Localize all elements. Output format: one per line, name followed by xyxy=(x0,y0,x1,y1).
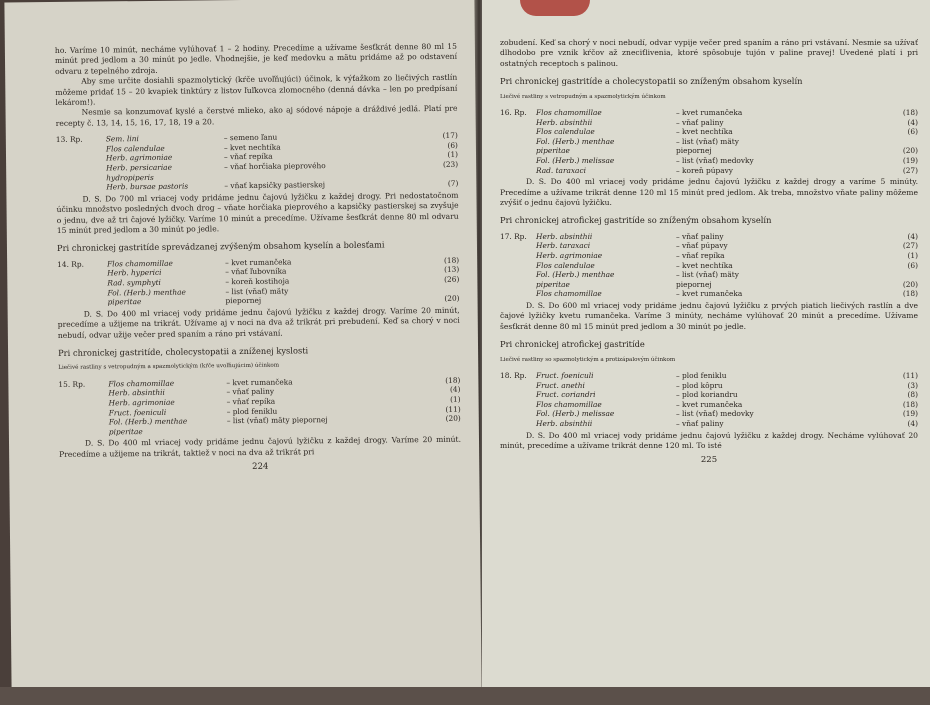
slovak-name: – plod kôpru xyxy=(676,380,723,390)
recipe-16 xyxy=(500,108,918,175)
latin-name: Herb. bursae pastoris xyxy=(106,181,189,192)
rx-number xyxy=(500,289,536,299)
slovak-name: – vňať paliny xyxy=(676,418,724,428)
rx-number xyxy=(59,427,109,437)
slovak-name: – plod koriandru xyxy=(676,390,738,400)
slovak-name: – kvet nechtíka xyxy=(676,127,733,137)
ingredient-row xyxy=(500,400,918,410)
recipe-13-text: D. S. Do 700 ml vriacej vody pridáme jednu čajovú lyžičku z každej drogy. Pri nedostatočnom účinku množstvo posledných dvoch drog – vňate horčiaka pieprového a kapsičky pastierskej sa zvyšuje o jednu, dve až tri čajové lyžičky. Varíme 10 minút a precedíme. Užívame šesťkrát denne 80 ml odvaru 15 minút pred jedlom a 30 minút po jedle. xyxy=(56,190,459,235)
reference-number: (20) xyxy=(902,279,918,289)
latin-name: Herb. hyperici xyxy=(107,268,162,278)
recipe-17 xyxy=(500,232,918,299)
rx-number xyxy=(57,269,107,279)
left-page xyxy=(4,0,481,692)
rx-number xyxy=(500,280,536,290)
slovak-name: – kvet rumančeka xyxy=(676,289,743,299)
latin-name: Herb. persicariae xyxy=(106,162,172,173)
rx-number xyxy=(56,173,106,183)
reference-number xyxy=(432,169,458,179)
slovak-name: – kvet rumančeka xyxy=(676,108,743,118)
slovak-name: – vňať paliny xyxy=(226,387,275,397)
slovak-name: – vňať horčiaka pieprového xyxy=(224,161,326,172)
latin-name: Fruct. coriandri xyxy=(536,390,596,400)
ingredient-row xyxy=(500,390,918,400)
reference-number: (26) xyxy=(444,274,460,284)
latin-name: Flos calendulae xyxy=(536,127,595,137)
rx-number xyxy=(59,408,109,418)
slovak-name: – list (vňať) mäty xyxy=(676,270,739,280)
section-heading: Pri chronickej gastritíde sprevádzanej zvýšeným obsahom kyselín a bolesťami xyxy=(56,239,385,254)
rx-number xyxy=(56,154,106,164)
latin-name: Herb. agrimoniae xyxy=(105,153,173,163)
slovak-name: – vňať repíka xyxy=(226,396,276,407)
slovak-name: piepornej xyxy=(225,296,262,306)
reference-number: (18) xyxy=(902,108,918,118)
desk-surface xyxy=(0,687,930,705)
latin-name: Sem. lini xyxy=(105,134,139,144)
latin-name: Fruct. foeniculi xyxy=(108,407,167,418)
reference-number: (19) xyxy=(902,156,918,165)
page-number: 224 xyxy=(252,461,269,473)
section-heading: Pri chronickej gastritíde, cholecystopatii a zníženej kyslosti xyxy=(58,345,309,358)
reference-number: (3) xyxy=(907,380,918,390)
reference-number: (1) xyxy=(447,150,459,160)
rx-number xyxy=(59,418,109,428)
reference-number: (4) xyxy=(907,418,918,428)
latin-name: Fol. (Herb.) melissae xyxy=(536,156,615,165)
slovak-name: – vňať repíka xyxy=(676,251,725,260)
latin-name: Herb. absinthii xyxy=(108,388,165,398)
latin-name: Herb. absinthii xyxy=(536,117,593,127)
intro-paragraph: ho. Varíme 10 minút, necháme vylúhovať 1 – 2 hodiny. Precedíme a užívame šesťkrát denne 80 ml 15 minút pred jedlom a 30 minút po jedle. Vhodnejšie, je keď medovku a mätu pridáme až po odstavení odvaru z tepelného zdroja. xyxy=(54,41,458,76)
slovak-name: – list (vňať) medovky xyxy=(676,409,754,419)
slovak-name: – vňať púpavy xyxy=(676,241,728,251)
section-subheading: Liečivé rastliny s vetropudným a spazmolytickým účinkom xyxy=(500,93,666,100)
rx-number xyxy=(57,278,107,288)
reference-number: (11) xyxy=(445,404,461,414)
rx-number xyxy=(56,163,106,173)
ingredient-row xyxy=(500,156,918,166)
rx-number xyxy=(500,166,536,176)
section-heading: Pri chronickej gastritíde a cholecystopatii so zníženým obsahom kyselín xyxy=(500,76,803,87)
ingredient-row xyxy=(500,118,918,128)
finger-shadow xyxy=(520,0,590,16)
rx-number xyxy=(500,381,536,391)
reference-number: (8) xyxy=(907,390,918,400)
ingredient-row xyxy=(500,280,918,290)
rx-number: 13. Rp. xyxy=(55,134,83,145)
ingredient-row xyxy=(500,289,918,299)
slovak-name: – list (vňať) mäty piepornej xyxy=(226,415,328,426)
recipe-15-text: D. S. Do 400 ml vriacej vody pridáme jednu čajovú lyžičku z každej drogy. Varíme 20 minút. Precedíme a užijeme na trikrát, taktiež v noci na dva až trikrát pri xyxy=(59,435,462,459)
ingredient-row xyxy=(500,108,918,118)
slovak-name xyxy=(227,424,435,436)
ingredient-row xyxy=(500,241,918,251)
ingredient-row xyxy=(500,166,918,176)
slovak-name: – vňať ľubovníka xyxy=(225,266,287,277)
reference-number: (27) xyxy=(902,241,918,251)
reference-number: (6) xyxy=(907,260,918,270)
reference-number: (13) xyxy=(444,265,460,275)
section-heading: Pri chronickej atrofickej gastritíde xyxy=(500,339,645,350)
slovak-name: – vňať kapsičky pastierskej xyxy=(224,180,326,191)
rx-number xyxy=(56,144,106,154)
reference-number: (4) xyxy=(907,231,918,241)
latin-name: Herb. absinthii xyxy=(536,231,593,241)
rx-number xyxy=(500,419,536,429)
section-subheading: Liečivé rastliny s vetropudným a spazmolytickým (kŕče uvoľňujúcim) účinkom xyxy=(58,363,280,372)
rx-number xyxy=(500,390,536,400)
intro-paragraph: Aby sme určite dosiahli spazmolytický (kŕče uvoľňujúci) účinok, k výťažkom zo liečivých rastlín môžeme pridať 15 – 20 kvapiek tinktúry z listov ľuľkovca zlomocného (denná dávka – len po predpísaní lekárom!). xyxy=(55,72,458,107)
reference-number xyxy=(435,424,461,434)
ingredient-row xyxy=(500,137,918,147)
slovak-name: – vňať paliny xyxy=(676,117,724,127)
rx-number xyxy=(57,288,107,298)
slovak-name: – kvet rumančeka xyxy=(676,399,743,409)
rx-number xyxy=(500,261,536,271)
ingredient-row xyxy=(500,409,918,419)
latin-name: Herb. agrimoniae xyxy=(108,397,175,408)
rx-number: 16. Rp. xyxy=(500,108,527,118)
slovak-name: – list (vňať) medovky xyxy=(676,156,754,165)
slovak-name: piepornej xyxy=(676,146,712,156)
reference-number: (1) xyxy=(907,251,918,260)
reference-number: (7) xyxy=(447,178,459,189)
rx-number xyxy=(500,127,536,137)
rx-number: 14. Rp. xyxy=(57,259,84,269)
reference-number: (20) xyxy=(902,146,918,156)
latin-name: piperitae xyxy=(536,146,570,156)
rx-number xyxy=(500,241,536,251)
slovak-name: – vňať repíka xyxy=(223,152,273,162)
slovak-name: piepornej xyxy=(676,279,712,289)
reference-number: (18) xyxy=(445,375,461,385)
rx-number xyxy=(59,398,109,408)
recipe-14 xyxy=(57,256,459,308)
slovak-name: – kvet rumančeka xyxy=(225,257,292,268)
reference-number: (18) xyxy=(902,399,918,409)
right-page xyxy=(482,0,930,690)
rx-number xyxy=(57,298,107,308)
recipe-18 xyxy=(500,371,918,429)
recipe-14-text: D. S. Do 400 ml vriacej vody pridáme jednu čajovú lyžičku z každej drogy. Varíme 20 minút, precedíme a užijeme na trikrát. Užívame aj v noci na dva až trikrát pri prebudení. Keď sa chorý v noci nebudí, odvar užije večer pred spaním a ráno pri vstávaní. xyxy=(57,305,460,340)
left-intro xyxy=(55,42,458,129)
ingredient-row xyxy=(500,146,918,156)
latin-name: piperitae xyxy=(108,426,143,437)
recipe-18-text: D. S. Do 400 ml vriacej vody pridáme jednu čajovú lyžičku z každej drogy. Necháme vylúhovať 20 minút, precedíme a užívame trikrát denne 120 ml. To isté xyxy=(500,430,918,450)
reference-number xyxy=(894,137,918,147)
rx-number xyxy=(500,409,536,419)
reference-number: (6) xyxy=(907,127,918,137)
ingredient-row xyxy=(500,127,918,137)
intro-paragraph: Nesmie sa konzumovať kyslé a čerstvé mlieko, ako aj sódové nápoje a dráždivé jedlá. Platí pre recepty č. 13, 14, 15, 16, 17, 18, 19 a 20. xyxy=(55,104,458,128)
slovak-name: – semeno ľanu xyxy=(223,132,278,143)
ingredient-row xyxy=(500,371,918,381)
latin-name: Rad. taraxaci xyxy=(536,165,586,175)
ingredient-row xyxy=(500,270,918,280)
latin-name: Flos chamomillae xyxy=(536,108,602,118)
latin-name: Flos chamomillae xyxy=(536,289,602,299)
intro-paragraph: zobudení. Keď sa chorý v noci nebudí, odvar vypije večer pred spaním a ráno pri vstávaní. Nesmie sa užívať dlhodobo pre vznik kŕčov až zneciťlivenia, ktoré spôsobuje tujón v palinе pravej! Uvedené platí i pri ostatných receptoch s palinou. xyxy=(500,38,918,68)
slovak-name: – kvet nechtíka xyxy=(676,260,733,270)
reference-number: (20) xyxy=(445,413,461,424)
latin-name: Flos chamomillae xyxy=(536,399,602,409)
latin-name: Fruct. anethi xyxy=(536,380,585,390)
slovak-name: – plod feniklu xyxy=(676,371,727,380)
reference-number: (23) xyxy=(442,159,459,169)
latin-name: Fol. (Herb.) melissae xyxy=(536,409,615,419)
latin-name: Herb. agrimoniae xyxy=(536,251,603,260)
latin-name: Fol. (Herb.) menthae xyxy=(108,416,188,427)
reference-number: (6) xyxy=(447,140,458,150)
latin-name: hydropiperis xyxy=(106,172,154,183)
rx-number xyxy=(500,137,536,147)
section-heading: Pri chronickej atrofickej gastritíde so zníženým obsahom kyselín xyxy=(500,215,772,226)
slovak-name: – plod feniklu xyxy=(226,406,278,416)
ingredient-row xyxy=(500,381,918,391)
reference-number: (18) xyxy=(902,289,918,299)
latin-name: piperitae xyxy=(536,279,570,289)
rx-number: 17. Rp. xyxy=(500,231,527,241)
reference-number: (19) xyxy=(902,409,918,419)
rx-number xyxy=(56,183,106,193)
latin-name: piperitae xyxy=(107,297,142,307)
recipe-17-text: D. S. Do 600 ml vriacej vody pridáme jednu čajovú lyžičku z prvých piatich liečivých rastlín a dve čajové lyžičky kvetu rumančeka. Varíme 3 minúty, necháme vylúhovať 20 minút a precedíme. Užívame šesťkrát denne 80 ml 15 minút pred jedlom a 30 minút po jedle. xyxy=(500,300,918,331)
reference-number xyxy=(433,284,459,294)
reference-number xyxy=(894,270,918,280)
latin-name: Flos chamomillae xyxy=(108,378,175,389)
rx-number xyxy=(58,389,108,399)
rx-number xyxy=(500,270,536,280)
reference-number: (11) xyxy=(902,371,918,380)
reference-number: (20) xyxy=(444,293,460,304)
latin-name: Rad. symphyti xyxy=(107,277,161,288)
slovak-name: – koreň púpavy xyxy=(676,165,733,175)
slovak-name: – list (vňať) mäty xyxy=(225,286,289,296)
recipe-15 xyxy=(58,376,461,438)
reference-number: (4) xyxy=(449,385,461,395)
slovak-name: – kvet nechtíka xyxy=(223,142,281,153)
latin-name: Fol. (Herb.) menthae xyxy=(107,287,186,298)
latin-name: Fol. (Herb.) menthae xyxy=(536,136,615,146)
slovak-name: – vňať paliny xyxy=(676,231,724,241)
ingredient-row xyxy=(500,261,918,271)
page-number: 225 xyxy=(700,455,718,466)
latin-name: Fruct. foeniculi xyxy=(536,371,594,380)
slovak-name: – list (vňať) mäty xyxy=(676,136,739,146)
slovak-name: – koreň kostihoja xyxy=(225,276,290,287)
latin-name: Herb. taraxaci xyxy=(536,241,591,251)
slovak-name: – kvet rumančeka xyxy=(226,377,293,388)
ingredient-row xyxy=(500,419,918,429)
reference-number: (27) xyxy=(902,165,918,175)
rx-number: 18. Rp. xyxy=(500,371,527,380)
rx-number xyxy=(500,400,536,410)
rx-number xyxy=(500,251,536,261)
latin-name: Flos chamomillae xyxy=(107,258,173,269)
section-subheading: Liečivé rastliny so spazmolytickým a protizápalovým účinkom xyxy=(500,356,676,363)
reference-number: (17) xyxy=(442,130,458,141)
recipe-16-text: D. S. Do 400 ml vriacej vody pridáme jednu čajovú lyžičku z každej drogy a varíme 5 minúty. Precedíme a užívame trikrát denne 120 ml 15 minút pred jedlom. Ak treba, množstvo vňate paliny môžeme zvýšiť o jednu čajovú lyžičku. xyxy=(500,177,918,207)
rx-number: 15. Rp. xyxy=(58,379,86,389)
rx-number xyxy=(500,146,536,156)
reference-number: (4) xyxy=(907,117,918,127)
reference-number: (1) xyxy=(450,394,461,404)
latin-name: Flos calendulae xyxy=(105,143,165,154)
rx-number xyxy=(500,156,536,166)
rx-number xyxy=(500,118,536,128)
latin-name: Flos calendulae xyxy=(536,260,595,270)
ingredient-row xyxy=(500,251,918,261)
reference-number: (18) xyxy=(443,255,460,265)
ingredient-row xyxy=(500,232,918,242)
latin-name: Herb. absinthii xyxy=(536,418,593,428)
recipe-13 xyxy=(56,131,459,193)
latin-name: Fol. (Herb.) menthae xyxy=(536,270,615,280)
